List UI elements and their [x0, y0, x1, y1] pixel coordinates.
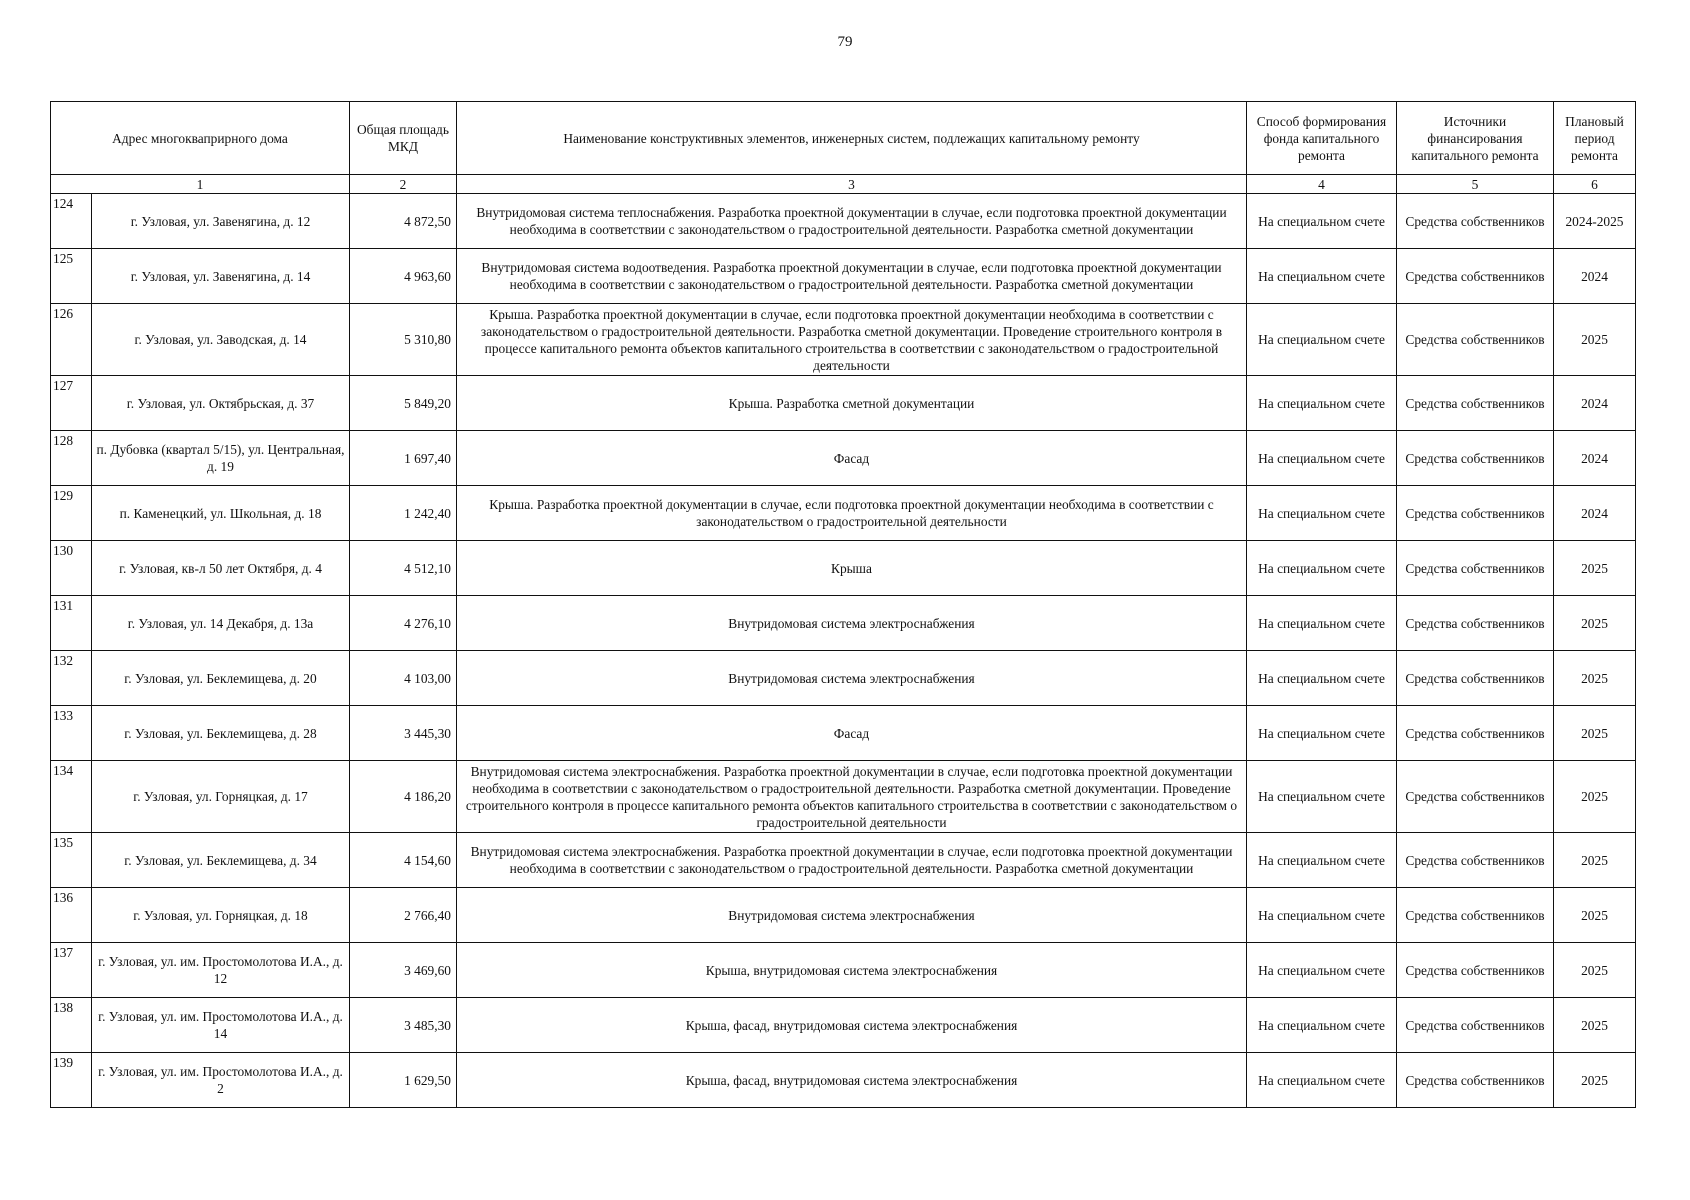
- area-cell: 4 512,10: [350, 541, 457, 596]
- elements-cell: Крыша. Разработка проектной документации в случае, если подготовка проектной документации необходима в соответствии с законодательством о градостроительной деятельности. Разработка сметной документации. Проведение строительного контроля в процессе капитального ремонта объектов капитального строительства в соответствии с законодательством о градостроительной деятельности: [457, 304, 1247, 376]
- planned-period-cell: 2025: [1554, 761, 1636, 833]
- table-header-row: [51, 102, 1636, 175]
- funding-method-cell: На специальном счете: [1247, 541, 1397, 596]
- elements-cell: Внутридомовая система электроснабжения. Разработка проектной документации в случае, если подготовка проектной документации необходима в соответствии с законодательством о градостроительной деятельности. Разработка сметной документации: [457, 833, 1247, 888]
- area-cell: 4 186,20: [350, 761, 457, 833]
- funding-source-cell: Средства собственников: [1397, 376, 1554, 431]
- funding-method-cell: На специальном счете: [1247, 833, 1397, 888]
- planned-period-cell: 2024: [1554, 431, 1636, 486]
- row-number: 125: [51, 249, 92, 304]
- address-cell: п. Каменецкий, ул. Школьная, д. 18: [92, 486, 350, 541]
- area-cell: 4 276,10: [350, 596, 457, 651]
- funding-method-cell: На специальном счете: [1247, 761, 1397, 833]
- row-number: 130: [51, 541, 92, 596]
- funding-source-cell: Средства собственников: [1397, 194, 1554, 249]
- table-row: [51, 651, 1636, 706]
- address-cell: г. Узловая, ул. Горняцкая, д. 18: [92, 888, 350, 943]
- table-row: [51, 833, 1636, 888]
- column-number: 6: [1554, 175, 1636, 194]
- funding-method-cell: На специальном счете: [1247, 1053, 1397, 1108]
- elements-cell: Внутридомовая система теплоснабжения. Разработка проектной документации в случае, если подготовка проектной документации необходима в соответствии с законодательством о градостроительной деятельности. Разработка сметной документации: [457, 194, 1247, 249]
- repair-schedule-table-container: [50, 101, 1635, 1108]
- repair-schedule-table: [50, 101, 1636, 1108]
- area-cell: 1 697,40: [350, 431, 457, 486]
- area-cell: 1 242,40: [350, 486, 457, 541]
- row-number: 137: [51, 943, 92, 998]
- column-number: 3: [457, 175, 1247, 194]
- funding-source-cell: Средства собственников: [1397, 888, 1554, 943]
- row-number: 128: [51, 431, 92, 486]
- funding-source-cell: Средства собственников: [1397, 486, 1554, 541]
- funding-source-cell: Средства собственников: [1397, 1053, 1554, 1108]
- page-number: 79: [837, 34, 853, 50]
- elements-cell: Крыша. Разработка сметной документации: [457, 376, 1247, 431]
- row-number: 138: [51, 998, 92, 1053]
- header-sources: Источники финансирования капитального ремонта: [1397, 102, 1554, 175]
- address-cell: г. Узловая, ул. Завенягина, д. 14: [92, 249, 350, 304]
- header-period: Плановый период ремонта: [1554, 102, 1636, 175]
- funding-method-cell: На специальном счете: [1247, 376, 1397, 431]
- column-number: 1: [51, 175, 350, 194]
- area-cell: 4 154,60: [350, 833, 457, 888]
- area-cell: 5 849,20: [350, 376, 457, 431]
- address-cell: г. Узловая, ул. им. Простомолотова И.А., д. 2: [92, 1053, 350, 1108]
- planned-period-cell: 2025: [1554, 888, 1636, 943]
- row-number: 131: [51, 596, 92, 651]
- address-cell: г. Узловая, ул. им. Простомолотова И.А., д. 12: [92, 943, 350, 998]
- address-cell: г. Узловая, ул. Октябрьская, д. 37: [92, 376, 350, 431]
- header-address: Адрес многокваприрного дома: [51, 102, 350, 175]
- table-row: [51, 761, 1636, 833]
- area-cell: 4 963,60: [350, 249, 457, 304]
- area-cell: 4 103,00: [350, 651, 457, 706]
- row-number: 134: [51, 761, 92, 833]
- planned-period-cell: 2025: [1554, 304, 1636, 376]
- table-row: [51, 998, 1636, 1053]
- column-number: 4: [1247, 175, 1397, 194]
- elements-cell: Крыша, фасад, внутридомовая система электроснабжения: [457, 998, 1247, 1053]
- address-cell: г. Узловая, ул. Беклемищева, д. 28: [92, 706, 350, 761]
- funding-method-cell: На специальном счете: [1247, 706, 1397, 761]
- header-method: Способ формирования фонда капитального ремонта: [1247, 102, 1397, 175]
- elements-cell: Внутридомовая система электроснабжения: [457, 888, 1247, 943]
- planned-period-cell: 2024: [1554, 249, 1636, 304]
- table-body: [51, 194, 1636, 1108]
- elements-cell: Внутридомовая система электроснабжения: [457, 651, 1247, 706]
- row-number: 136: [51, 888, 92, 943]
- row-number: 124: [51, 194, 92, 249]
- area-cell: 2 766,40: [350, 888, 457, 943]
- area-cell: 1 629,50: [350, 1053, 457, 1108]
- address-cell: г. Узловая, кв-л 50 лет Октября, д. 4: [92, 541, 350, 596]
- address-cell: г. Узловая, ул. Горняцкая, д. 17: [92, 761, 350, 833]
- column-number: 5: [1397, 175, 1554, 194]
- address-cell: г. Узловая, ул. Заводская, д. 14: [92, 304, 350, 376]
- address-cell: г. Узловая, ул. Беклемищева, д. 20: [92, 651, 350, 706]
- address-cell: г. Узловая, ул. Беклемищева, д. 34: [92, 833, 350, 888]
- funding-method-cell: На специальном счете: [1247, 486, 1397, 541]
- funding-source-cell: Средства собственников: [1397, 249, 1554, 304]
- area-cell: 3 469,60: [350, 943, 457, 998]
- table-row: [51, 431, 1636, 486]
- elements-cell: Внутридомовая система водоотведения. Разработка проектной документации в случае, если подготовка проектной документации необходима в соответствии с законодательством о градостроительной деятельности. Разработка сметной документации: [457, 249, 1247, 304]
- area-cell: 5 310,80: [350, 304, 457, 376]
- elements-cell: Внутридомовая система электроснабжения. Разработка проектной документации в случае, если подготовка проектной документации необходима в соответствии с законодательством о градостроительной деятельности. Разработка сметной документации. Проведение строительного контроля в процессе капитального ремонта объектов капитального строительства в соответствии с законодательством о градостроительной деятельности: [457, 761, 1247, 833]
- table-row: [51, 541, 1636, 596]
- row-number: 133: [51, 706, 92, 761]
- funding-source-cell: Средства собственников: [1397, 541, 1554, 596]
- funding-source-cell: Средства собственников: [1397, 761, 1554, 833]
- planned-period-cell: 2025: [1554, 706, 1636, 761]
- funding-source-cell: Средства собственников: [1397, 304, 1554, 376]
- address-cell: п. Дубовка (квартал 5/15), ул. Центральная, д. 19: [92, 431, 350, 486]
- funding-source-cell: Средства собственников: [1397, 998, 1554, 1053]
- funding-source-cell: Средства собственников: [1397, 596, 1554, 651]
- elements-cell: Фасад: [457, 431, 1247, 486]
- funding-source-cell: Средства собственников: [1397, 833, 1554, 888]
- funding-method-cell: На специальном счете: [1247, 194, 1397, 249]
- area-cell: 4 872,50: [350, 194, 457, 249]
- planned-period-cell: 2025: [1554, 1053, 1636, 1108]
- planned-period-cell: 2025: [1554, 596, 1636, 651]
- funding-source-cell: Средства собственников: [1397, 943, 1554, 998]
- funding-source-cell: Средства собственников: [1397, 706, 1554, 761]
- table-row: [51, 943, 1636, 998]
- table-row: [51, 596, 1636, 651]
- funding-method-cell: На специальном счете: [1247, 304, 1397, 376]
- elements-cell: Внутридомовая система электроснабжения: [457, 596, 1247, 651]
- planned-period-cell: 2025: [1554, 651, 1636, 706]
- funding-method-cell: На специальном счете: [1247, 651, 1397, 706]
- address-cell: г. Узловая, ул. им. Простомолотова И.А., д. 14: [92, 998, 350, 1053]
- table-row: [51, 376, 1636, 431]
- funding-source-cell: Средства собственников: [1397, 431, 1554, 486]
- row-number: 132: [51, 651, 92, 706]
- column-number-row: [51, 175, 1636, 194]
- area-cell: 3 445,30: [350, 706, 457, 761]
- funding-method-cell: На специальном счете: [1247, 249, 1397, 304]
- funding-method-cell: На специальном счете: [1247, 431, 1397, 486]
- row-number: 139: [51, 1053, 92, 1108]
- address-cell: г. Узловая, ул. Завенягина, д. 12: [92, 194, 350, 249]
- planned-period-cell: 2024: [1554, 376, 1636, 431]
- planned-period-cell: 2025: [1554, 833, 1636, 888]
- table-row: [51, 194, 1636, 249]
- table-row: [51, 304, 1636, 376]
- row-number: 126: [51, 304, 92, 376]
- elements-cell: Крыша, внутридомовая система электроснабжения: [457, 943, 1247, 998]
- table-row: [51, 249, 1636, 304]
- elements-cell: Крыша: [457, 541, 1247, 596]
- planned-period-cell: 2025: [1554, 943, 1636, 998]
- planned-period-cell: 2024-2025: [1554, 194, 1636, 249]
- row-number: 129: [51, 486, 92, 541]
- elements-cell: Крыша. Разработка проектной документации в случае, если подготовка проектной документации необходима в соответствии с законодательством о градостроительной деятельности: [457, 486, 1247, 541]
- funding-source-cell: Средства собственников: [1397, 651, 1554, 706]
- column-number: 2: [350, 175, 457, 194]
- elements-cell: Крыша, фасад, внутридомовая система электроснабжения: [457, 1053, 1247, 1108]
- planned-period-cell: 2024: [1554, 486, 1636, 541]
- header-area: Общая площадь МКД: [350, 102, 457, 175]
- table-row: [51, 1053, 1636, 1108]
- row-number: 135: [51, 833, 92, 888]
- table-row: [51, 888, 1636, 943]
- header-elements: Наименование конструктивных элементов, инженерных систем, подлежащих капитальному ремонту: [457, 102, 1247, 175]
- funding-method-cell: На специальном счете: [1247, 888, 1397, 943]
- planned-period-cell: 2025: [1554, 541, 1636, 596]
- funding-method-cell: На специальном счете: [1247, 943, 1397, 998]
- elements-cell: Фасад: [457, 706, 1247, 761]
- funding-method-cell: На специальном счете: [1247, 596, 1397, 651]
- address-cell: г. Узловая, ул. 14 Декабря, д. 13а: [92, 596, 350, 651]
- table-row: [51, 706, 1636, 761]
- funding-method-cell: На специальном счете: [1247, 998, 1397, 1053]
- area-cell: 3 485,30: [350, 998, 457, 1053]
- planned-period-cell: 2025: [1554, 998, 1636, 1053]
- table-row: [51, 486, 1636, 541]
- row-number: 127: [51, 376, 92, 431]
